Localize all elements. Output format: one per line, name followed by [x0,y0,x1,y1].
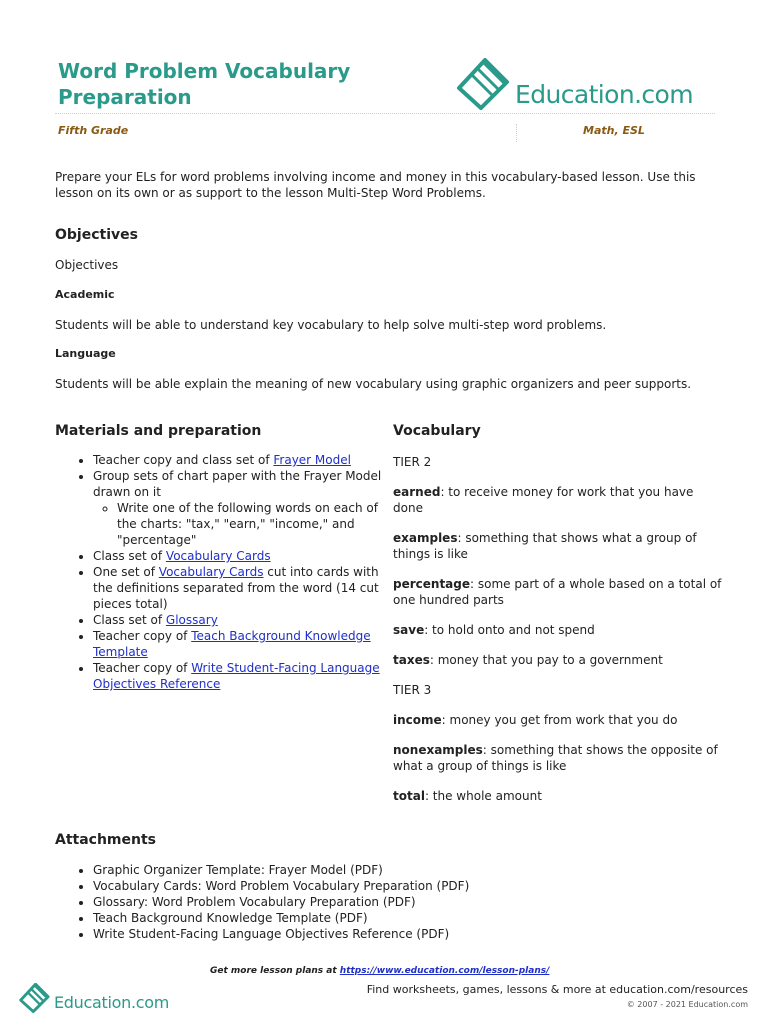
attachments-list [55,862,715,942]
vocab-entry: percentage: some part of a whole based on a total of one hundred parts [393,577,722,607]
glossary-link[interactable]: Glossary [165,613,218,627]
list-item: • Group sets of chart paper with the Frayer Model drawn on it ◦ Write one of the following words on each of the charts: "tax," "earn," "income," and "percentage" [93,468,385,548]
academic-heading: Academic [55,288,115,301]
materials-sublist [93,500,385,548]
language-text: Students will be able explain the meaning of new vocabulary using graphic organizers and peer supports. [55,377,692,391]
attachments-list-wrap [55,862,715,942]
footer-logo[interactable] [18,983,168,1015]
language-objectives-link[interactable]: Write Student-Facing Language Objectives Reference [93,661,380,691]
vocabulary-cards-link-2[interactable]: Vocabulary Cards [158,565,264,579]
materials-heading: Materials and preparation [55,423,262,439]
tier3-label: TIER 3 [393,683,432,697]
subject-label: Math, ESL [583,124,645,137]
academic-text: Students will be able to understand key vocabulary to help solve multi-step word problems. [55,318,607,332]
vocabulary-cards-link[interactable]: Vocabulary Cards [165,549,271,563]
attachment-item[interactable]: • Glossary: Word Problem Vocabulary Preparation (PDF) [93,894,715,910]
more-lesson-plans: Get more lesson plans at https://www.education.com/lesson-plans/ [210,966,550,976]
list-item: • Teacher copy of Teach Background Knowledge Template [93,628,385,660]
footer-tagline: Find worksheets, games, lessons & more at education.com/resources [366,983,748,996]
vocab-entry: total: the whole amount [393,789,542,803]
materials-list [55,452,385,692]
objectives-heading: Objectives [55,227,138,243]
list-item: • Teacher copy of Write Student-Facing Language Objectives Reference [93,660,385,692]
logo-icon [455,58,513,114]
footer-copyright: © 2007 - 2021 Education.com [626,1000,748,1009]
vocab-entry: examples: something that shows what a group of things is like [393,531,697,561]
attachment-item[interactable]: • Graphic Organizer Template: Frayer Model (PDF) [93,862,715,878]
lesson-plans-link[interactable]: https://www.education.com/lesson-plans/ [339,966,550,976]
language-heading: Language [55,347,116,360]
footer-logo-icon [18,983,52,1015]
footer-wordmark: Education.com [54,993,170,1012]
attachment-item[interactable]: • Write Student-Facing Language Objectives Reference (PDF) [93,926,715,942]
vocabulary-heading: Vocabulary [393,423,481,439]
tier2-label: TIER 2 [393,455,432,469]
vocab-entry: earned: to receive money for work that you have done [393,485,694,515]
grade-label: Fifth Grade [58,124,129,137]
vocab-entry: income: money you get from work that you do [393,713,678,727]
objectives-label: Objectives [55,258,119,272]
materials-list-wrap [55,452,385,692]
vocabulary-section [393,454,723,804]
attachment-item[interactable]: • Teach Background Knowledge Template (PDF) [93,910,715,926]
list-item: • Class set of Glossary [93,612,385,628]
vocab-entry: nonexamples: something that shows the opposite of what a group of things is like [393,743,718,773]
list-item: • One set of Vocabulary Cards cut into cards with the definitions separated from the word (14 cut pieces total) [93,564,385,612]
page-title: Word Problem Vocabulary Preparation [58,59,351,109]
list-item: • Class set of Vocabulary Cards [93,548,385,564]
background-knowledge-link[interactable]: Teach Background Knowledge Template [93,629,371,659]
list-item: ◦ Write one of the following words on each of the charts: "tax," "earn," "income," and "percentage" [117,500,385,548]
meta-divider [516,124,517,142]
logo-wordmark: Education.com [515,80,694,109]
attachment-item[interactable]: • Vocabulary Cards: Word Problem Vocabulary Preparation (PDF) [93,878,715,894]
vocab-entry: save: to hold onto and not spend [393,623,595,637]
frayer-model-link[interactable]: Frayer Model [273,453,351,467]
list-item: • Teacher copy and class set of Frayer Model [93,452,385,468]
attachments-heading: Attachments [55,832,157,848]
intro-text: Prepare your ELs for word problems involving income and money in this vocabulary-based lesson. Use this lesson on its own or as support to the lesson Multi-Step Word Problems. [55,170,696,200]
education-logo[interactable] [455,58,725,114]
vocab-entry: taxes: money that you pay to a government [393,653,663,667]
